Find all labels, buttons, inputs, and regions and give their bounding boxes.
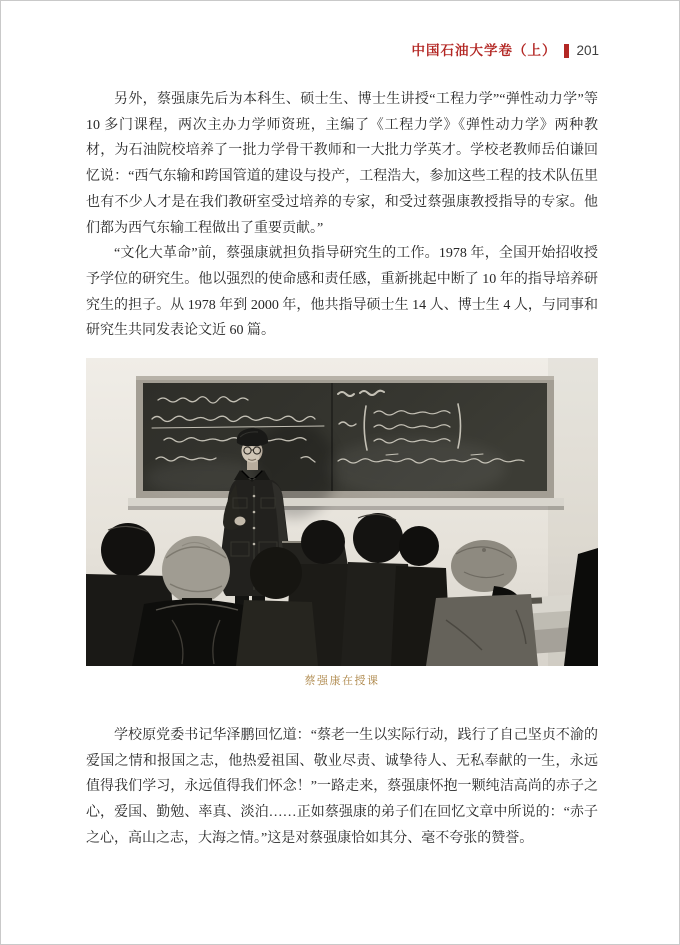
- paragraph: “文化大革命”前，蔡强康就担负指导研究生的工作。1978 年，全国开始招收授予学位的研究生。他以强烈的使命感和责任感，重新挑起中断了 10 年的指导培养研究生的担子。从 1978 年到 2000 年，他共指导硕士生 14 人、博士生 4 人，与同事和研究生共同发表论文近 60 篇。: [86, 246, 598, 339]
- classroom-photo: [86, 358, 598, 666]
- running-head: [411, 43, 599, 59]
- running-head-divider-bar: [564, 44, 569, 58]
- chalk-tray: [128, 498, 564, 510]
- paragraph: 学校原党委书记华泽鹏回忆道：“蔡老一生以实际行动，践行了自己坚贞不渝的爱国之情和报国之志，他热爱祖国、敬业尽责、诚挚待人、无私奉献的一生，永远值得我们学习，永远值得我们怀念！”一路走来，蔡强康怀抱一颗纯洁高尚的赤子之心，爱国、勤勉、率真、淡泊……正如蔡强康的弟子们在回忆文章中所说的：“赤子之心，高山之志，大海之情。”这是对蔡强康恰如其分、毫不夸张的赞誉。: [86, 728, 598, 846]
- page-number: 201: [576, 43, 599, 58]
- photo-caption: 蔡强康在授课: [304, 675, 380, 688]
- blackboard: [136, 376, 554, 518]
- classroom-photo-figure: [86, 358, 598, 689]
- paragraph: 另外，蔡强康先后为本科生、硕士生、博士生讲授“工程力学”“弹性动力学”等 10 多门课程，两次主办力学师资班，主编了《工程力学》《弹性动力学》两种教材，为石油院校培养了一批力学骨干教师和一大批力学英才。学校老教师岳伯谦回忆说：“西气东输和跨国管道的建设与投产，工程浩大，参加这些工程的技术队伍里也有不少人才是在我们教研室受过培养的专家，和受过蔡强康教授指导的专家。他们都为西气东输工程做出了重要贡献。”: [86, 92, 598, 236]
- running-head-title: 中国石油大学卷（上）: [411, 43, 557, 58]
- body-text: [86, 87, 598, 852]
